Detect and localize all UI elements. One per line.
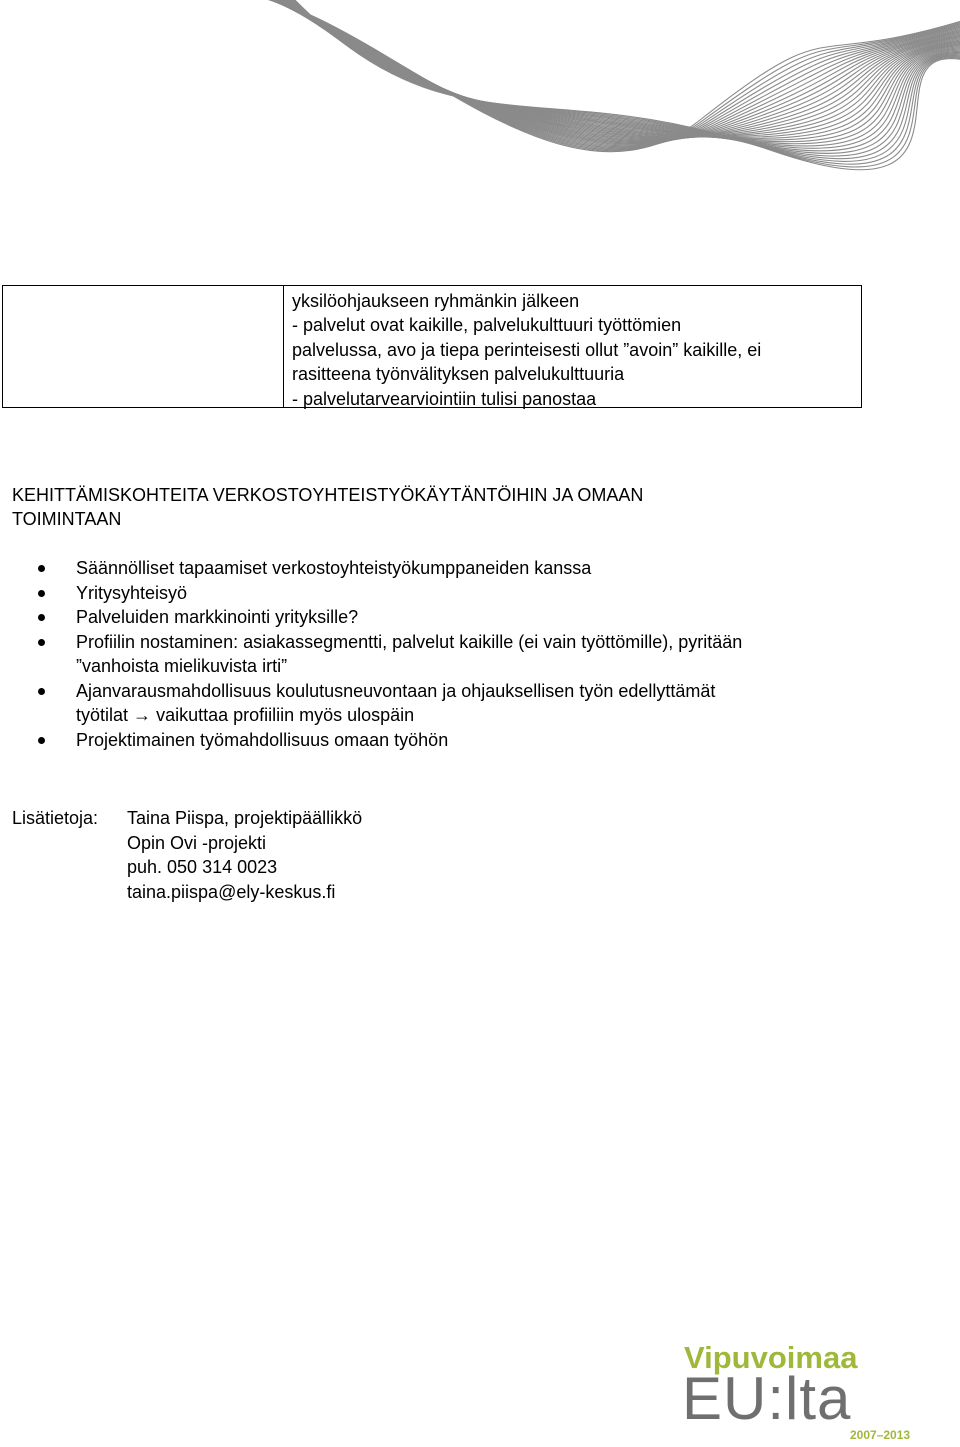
contact-name: Taina Piispa, projektipäällikkö: [127, 808, 363, 828]
bullet-icon: [38, 614, 45, 621]
logo-year-text: 2007–2013: [850, 1428, 911, 1442]
heading-line: KEHITTÄMISKOHTEITA VERKOSTOYHTEISTYÖKÄYTÄNTÖIHIN JA OMAAN: [12, 485, 644, 505]
table-line: rasitteena työnvälityksen palvelukulttuuria: [292, 364, 625, 385]
list-item-text: Projektimainen työmahdollisuus omaan työhön: [76, 729, 449, 750]
bullet-icon: [38, 639, 45, 646]
bullet-icon: [38, 737, 45, 744]
bullet-icon: [38, 565, 45, 572]
list-item-text: Yritysyhteisyö: [76, 582, 188, 603]
contact-details: [127, 806, 362, 904]
eu-logo: [680, 1340, 930, 1445]
list-item-text: Profiilin nostaminen: asiakassegmentti, palvelut kaikille (ei vain työttömille), pyritään: [76, 631, 743, 652]
bullet-icon: [38, 688, 45, 695]
contact-project: Opin Ovi -projekti: [127, 832, 267, 853]
list-item: [36, 630, 936, 679]
table-line: yksilöohjaukseen ryhmänkin jälkeen: [292, 291, 580, 311]
logo-top-text: Vipuvoimaa: [684, 1340, 858, 1375]
decorative-wave-graphic: [0, 0, 960, 250]
list-item: [36, 679, 936, 728]
list-item-text: Säännölliset tapaamiset verkostoyhteistyökumppaneiden kanssa: [76, 558, 592, 578]
heading-line: TOIMINTAAN: [12, 509, 122, 529]
contact-label: Lisätietoja:: [12, 808, 99, 828]
list-item-text: vaikuttaa profiiliin myös ulospäin: [156, 705, 415, 725]
list-item-text-line2: [76, 703, 936, 728]
list-item-text: Palveluiden markkinointi yrityksille?: [76, 607, 359, 627]
section-heading: [12, 483, 792, 531]
logo-mid-text: EU:lta: [682, 1365, 852, 1432]
contact-phone: puh. 050 314 0023: [127, 857, 278, 877]
table-line: - palvelut ovat kaikille, palvelukulttuuri työttömien: [292, 315, 682, 336]
bullet-icon: [38, 590, 45, 597]
table-left-cell: [3, 286, 284, 407]
development-list: [36, 556, 936, 752]
list-item-text: työtilat: [76, 705, 129, 725]
summary-table: [2, 285, 862, 408]
list-item-text: Ajanvarausmahdollisuus koulutusneuvontaan ja ohjauksellisen työn edellyttämät: [76, 680, 716, 701]
table-line: palvelussa, avo ja tiepa perinteisesti ollut ”avoin” kaikille, ei: [292, 339, 762, 360]
arrow-right-icon: →: [133, 705, 152, 725]
list-item: [36, 605, 936, 630]
contact-email[interactable]: taina.piispa@ely-keskus.fi: [127, 881, 336, 902]
list-item: [36, 556, 936, 581]
list-item-text: ”vanhoista mielikuvista irti”: [76, 656, 288, 676]
list-item: [36, 728, 936, 753]
table-line: - palvelutarvearviointiin tulisi panostaa: [292, 388, 597, 409]
list-item: [36, 581, 936, 606]
contact-block: [12, 806, 362, 904]
table-right-cell: [284, 286, 861, 407]
